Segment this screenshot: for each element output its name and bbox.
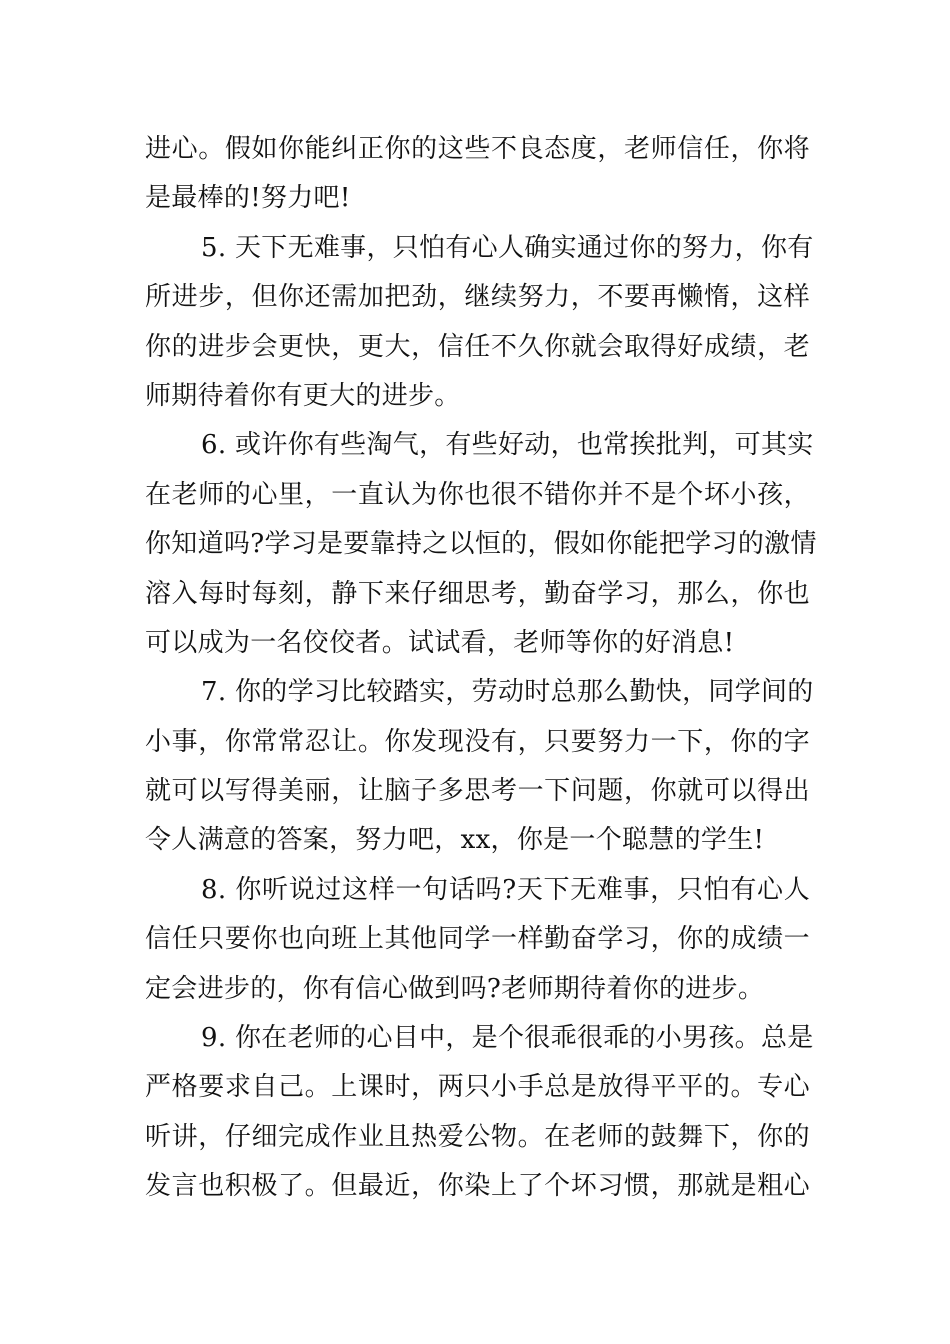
- text-line: 溶入每时每刻，静下来仔细思考，勤奋学习，那么，你也: [145, 578, 810, 609]
- text-line: 8. 你听说过这样一句话吗?天下无难事，只怕有心人: [201, 874, 810, 905]
- text-line: 5. 天下无难事，只怕有心人确实通过你的努力，你有: [201, 232, 814, 263]
- text-line: 进心。假如你能纠正你的这些不良态度，老师信任，你将: [145, 134, 810, 164]
- paragraph-item-7: [145, 668, 814, 866]
- text-line: 发言也积极了。但最近，你染上了个坏习惯，那就是粗心: [145, 1171, 810, 1202]
- text-line: 就可以写得美丽，让脑子多思考一下问题，你就可以得出: [145, 776, 810, 807]
- paragraph-item-6: [145, 421, 817, 668]
- text-line: 信任只要你也向班上其他同学一样勤奋学习，你的成绩一: [145, 924, 810, 955]
- text-line: 所进步，但你还需加把劲，继续努力，不要再懒惰，这样: [145, 282, 810, 313]
- text-line: 9. 你在老师的心目中，是个很乖很乖的小男孩。总是: [201, 1023, 814, 1054]
- text-line: 严格要求自己。上课时，两只小手总是放得平平的。专心: [145, 1072, 810, 1103]
- text-line: 是最棒的!努力吧!: [145, 183, 351, 214]
- text-line: 小事，你常常忍让。你发现没有，只要努力一下，你的字: [145, 726, 810, 757]
- document-body: [145, 125, 817, 1212]
- text-line: 在老师的心里，一直认为你也很不错你并不是个坏小孩，: [145, 479, 810, 510]
- text-line: 师期待着你有更大的进步。: [145, 380, 461, 411]
- text-line: 令人满意的答案，努力吧，xx，你是一个聪慧的学生!: [145, 825, 765, 856]
- text-line: 你的进步会更快，更大，信任不久你就会取得好成绩，老: [145, 331, 810, 362]
- text-line: 听讲，仔细完成作业且热爱公物。在老师的鼓舞下，你的: [145, 1121, 810, 1152]
- text-line: 你知道吗?学习是要靠持之以恒的，假如你能把学习的激情: [145, 529, 817, 560]
- text-line: 6. 或许你有些淘气，有些好动，也常挨批判，可其实: [201, 430, 814, 461]
- text-line: 7. 你的学习比较踏实，劳动时总那么勤快，同学间的: [201, 677, 814, 708]
- text-line: 定会进步的，你有信心做到吗?老师期待着你的进步。: [145, 973, 765, 1004]
- paragraph-item-9: [145, 1014, 814, 1212]
- text-line: 可以成为一名佼佼者。试试看，老师等你的好消息!: [145, 627, 735, 658]
- paragraph-continuation: [145, 125, 810, 224]
- paragraph-item-5: [145, 224, 814, 422]
- paragraph-item-8: [145, 866, 810, 1014]
